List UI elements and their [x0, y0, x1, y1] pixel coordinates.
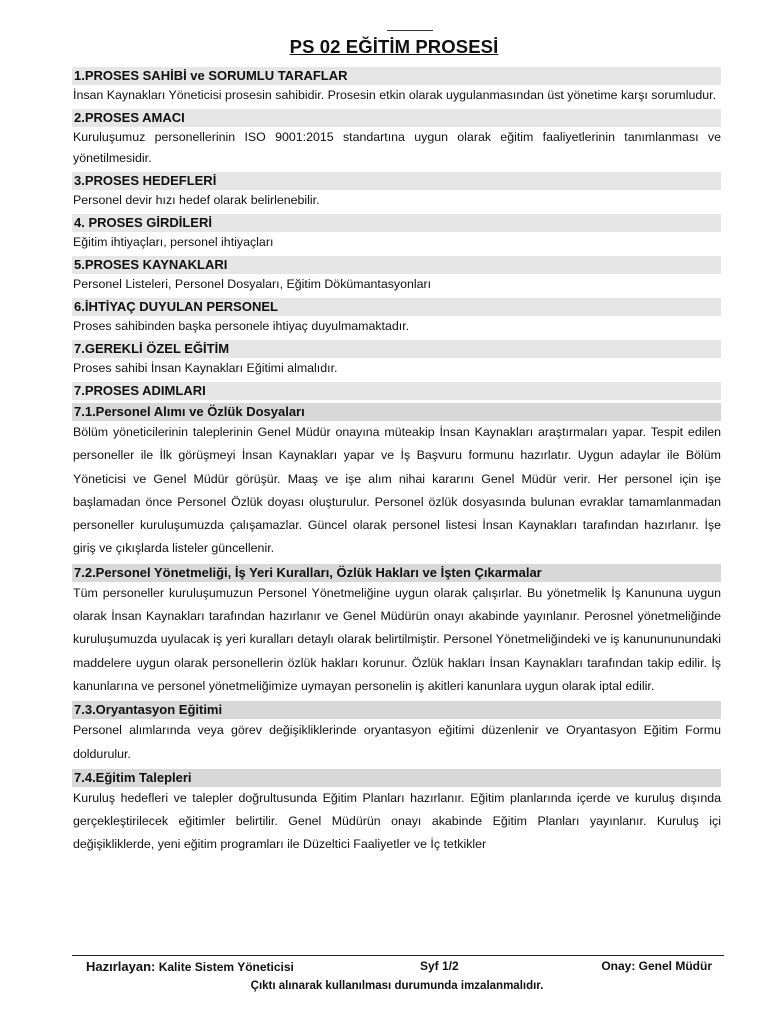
section-heading-owner: 1.PROSES SAHİBİ ve SORUMLU TARAFLAR	[72, 67, 721, 85]
section-heading-training: 7.GEREKLİ ÖZEL EĞİTİM	[72, 340, 721, 358]
step-text-recruitment: Bölüm yöneticilerinin taleplerinin Genel Müdür onayına müteakip İnsan Kaynakları araştırmaları yapar. Tespit edilen personeller ile İlk görüşmeyi İnsan Kaynakları yapar ve İş Başvuru formunu hazırlatır. Uygun adaylar ile Bölüm Yöneticisi ve Genel Müdür görüşür. Maaş ve işe alım nihai kararını Genel Müdür verir. Her personel için işe başlamadan önce Personel Özlük doyası oluşturulur. Personel özlük dosyasında bulunan evraklar tamamlanmadan personeller kuruluşumuzda çalışamazlar. Güncel olarak personel listesi İnsan Kaynakları tarafından hazırlanır. İşe giriş ve çıkışlarda listeler güncellenir.	[73, 425, 721, 556]
footer-prepared	[86, 959, 294, 974]
step-heading-orientation: 7.3.Oryantasyon Eğitimi	[72, 701, 721, 719]
title-decor-line	[387, 30, 433, 31]
section-heading-personnel: 6.İHTİYAÇ DUYULAN PERSONEL	[72, 298, 721, 316]
footer-prepared-label: Hazırlayan:	[86, 959, 156, 974]
section-heading-purpose: 2.PROSES AMACI	[72, 109, 721, 127]
step-text-orientation: Personel alımlarında veya görev değişikliklerinde oryantasyon eğitimi düzenlenir ve Oryantasyon Eğitim Formu doldurulur.	[73, 723, 721, 761]
footer-page-number: Syf 1/2	[420, 959, 459, 973]
step-text-requests: Kuruluş hedefleri ve talepler doğrultusunda Eğitim Planları hazırlanır. Eğitim planlarında içerde ve kuruluş dışında gerçekleştirilecek eğitimler belirtilir. Genel Müdürün onayı akabinde Eğitim Planları yayınlanır. Kuruluş içi değişikliklerde, yeni eğitim programları ile Düzeltici Faaliyetler ve İç tetkikler	[73, 790, 721, 852]
section-text-training: Proses sahibi İnsan Kaynakları Eğitimi almalıdır.	[73, 361, 338, 375]
document-body	[72, 67, 721, 857]
section-text-purpose: Kuruluşumuz personellerinin ISO 9001:2015 standartına uygun olarak eğitim faaliyetlerinin tanımlanması ve yönetilmesidir.	[73, 130, 721, 165]
section-text-personnel: Proses sahibinden başka personele ihtiyaç duyulmamaktadır.	[73, 319, 410, 333]
section-heading-resources: 5.PROSES KAYNAKLARI	[72, 256, 721, 274]
section-heading-inputs: 4. PROSES GİRDİLERİ	[72, 214, 721, 232]
step-heading-recruitment: 7.1.Personel Alımı ve Özlük Dosyaları	[72, 403, 721, 421]
footer-divider	[72, 955, 724, 956]
step-heading-regulations: 7.2.Personel Yönetmeliği, İş Yeri Kuralları, Özlük Hakları ve İşten Çıkarmalar	[72, 564, 721, 582]
section-text-resources: Personel Listeleri, Personel Dosyaları, Eğitim Dökümantasyonları	[73, 277, 432, 291]
section-text-inputs: Eğitim ihtiyaçları, personel ihtiyaçları	[73, 235, 274, 249]
step-text-regulations: Tüm personeller kuruluşumuzun Personel Yönetmeliğine uygun olarak çalışırlar. Bu yönetmelik İş Kanununa uygun olarak İnsan Kaynakları tarafından hazırlanır ve Genel Müdürün onayı akabinde yayınlanır. Perosnel yönetmeliğinde kuruluşumuzda uyulacak iş yeri kuralları detaylı olarak belirtilmiştir. Personel Yönetmeliğindeki ve iş kanunununundaki maddelere uygun olarak personellerin özlük hakları korunur. Özlük hakları İnsan Kaynakları tarafından takip edilir. İş kanunlarına ve personel yönetmeliğimize uymayan personelin iş akitleri kanunlara uygun olarak iptal edilir.	[73, 585, 721, 693]
footer-prepared-by: Kalite Sistem Yöneticisi	[158, 960, 294, 974]
section-heading-goals: 3.PROSES HEDEFLERİ	[72, 172, 721, 190]
footer-print-note: Çıktı alınarak kullanılması durumunda imzalanmalıdır.	[250, 980, 544, 992]
section-heading-steps: 7.PROSES ADIMLARI	[72, 382, 721, 400]
footer	[86, 959, 712, 977]
document-title: PS 02 EĞİTİM PROSESİ	[289, 36, 499, 57]
section-text-owner: İnsan Kaynakları Yöneticisi prosesin sahibidir. Prosesin etkin olarak uygulanmasından üst yönetime karşı sorumludur.	[73, 88, 717, 102]
step-heading-requests: 7.4.Eğitim Talepleri	[72, 769, 721, 787]
footer-approval: Onay: Genel Müdür	[601, 959, 712, 973]
section-text-goals: Personel devir hızı hedef olarak belirlenebilir.	[73, 193, 320, 207]
